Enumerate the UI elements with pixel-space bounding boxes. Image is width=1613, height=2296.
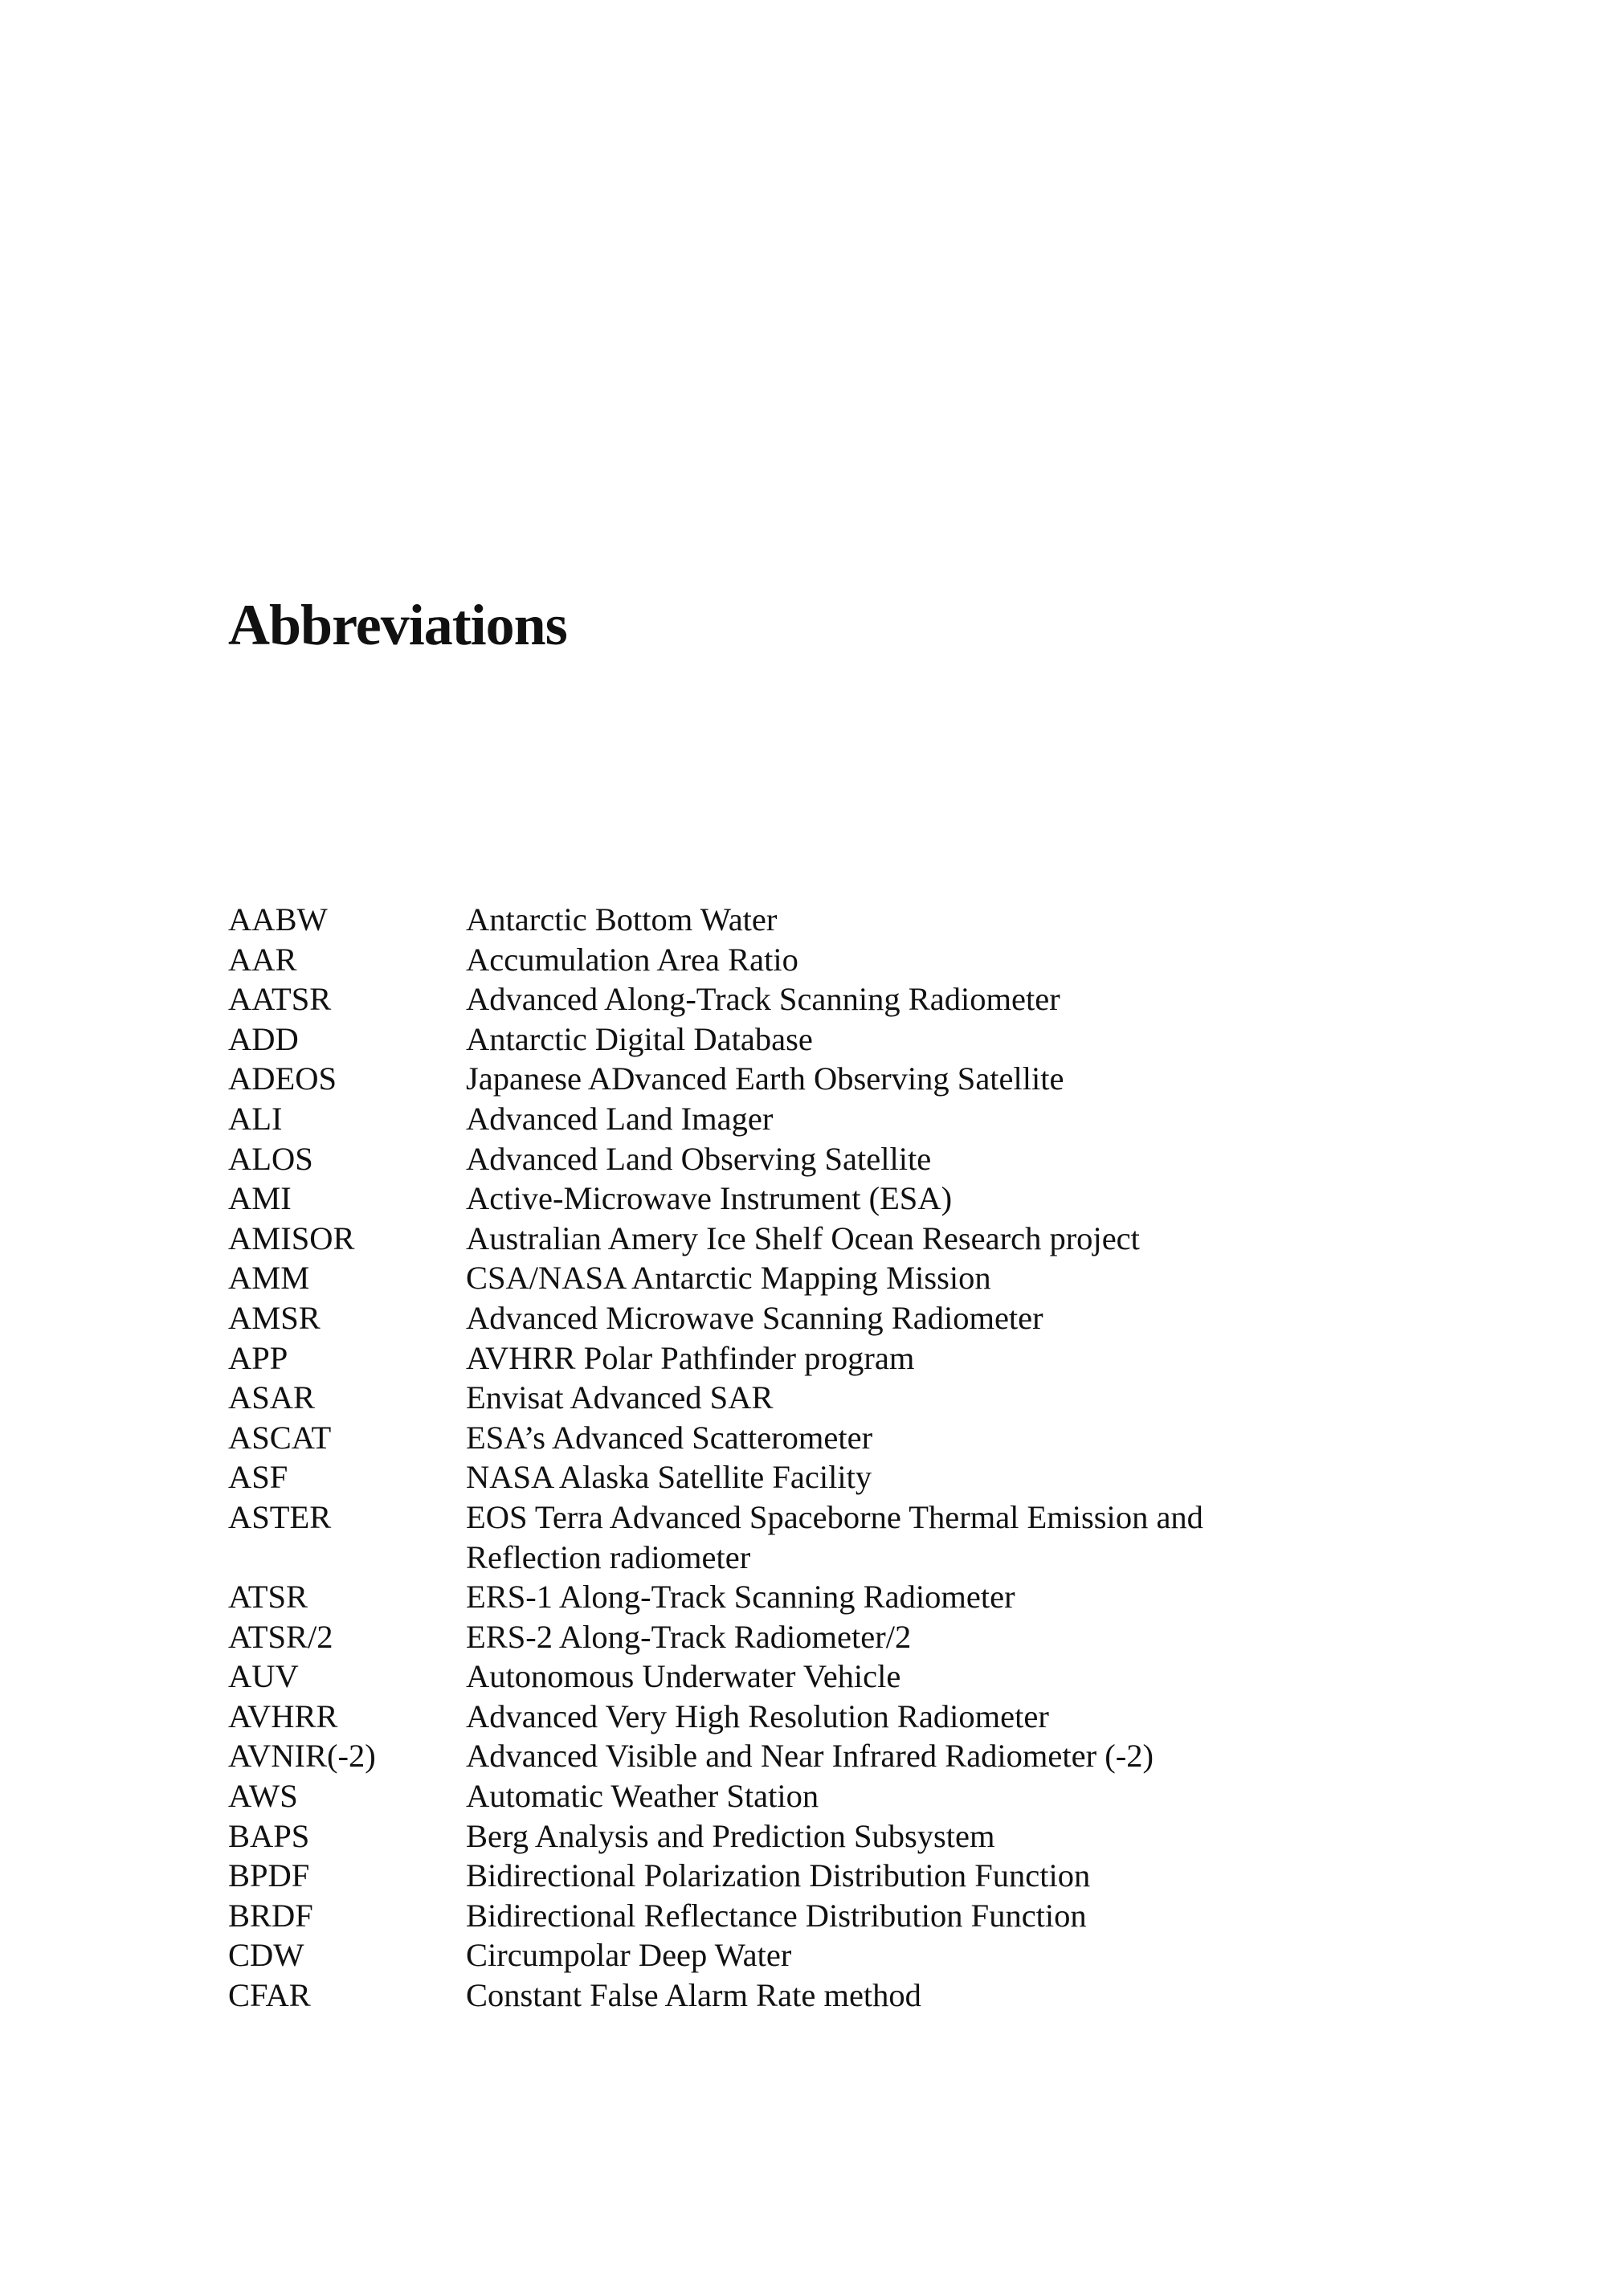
- page-title: Abbreviations: [228, 593, 567, 657]
- abbreviation-entry: [228, 1975, 1401, 2016]
- abbreviation-term: ALI: [228, 1100, 283, 1137]
- abbreviation-definition: [466, 1816, 1401, 1857]
- definition-continuation-line: Reflection radiometer: [466, 1538, 751, 1575]
- abbreviation-term: AMM: [228, 1260, 310, 1297]
- abbreviation-entry: [228, 1697, 1401, 1737]
- definition-line: Advanced Very High Resolution Radiometer: [466, 1697, 1049, 1734]
- definition-line: ERS-2 Along-Track Radiometer/2: [466, 1618, 912, 1655]
- definition-line: EOS Terra Advanced Spaceborne Thermal Emission and: [466, 1498, 1203, 1535]
- definition-line: ERS-1 Along-Track Scanning Radiometer: [466, 1579, 1015, 1616]
- abbreviation-definition: [466, 1975, 1401, 2016]
- abbreviation-term: AVNIR(-2): [228, 1738, 376, 1775]
- abbreviation-definition: [466, 1776, 1401, 1816]
- abbreviation-term: ASCAT: [228, 1419, 332, 1456]
- abbreviation-list: [228, 900, 1401, 2016]
- abbreviation-definition: [466, 1896, 1401, 1936]
- abbreviation-term: AMSR: [228, 1299, 321, 1336]
- abbreviation-definition: [466, 1219, 1401, 1259]
- abbreviation-entry: [228, 900, 1401, 940]
- abbreviation-term: AMI: [228, 1180, 292, 1217]
- abbreviation-term: ALOS: [228, 1140, 313, 1177]
- abbreviation-definition: [466, 1258, 1401, 1298]
- definition-line: Circumpolar Deep Water: [466, 1937, 792, 1974]
- abbreviation-definition: [466, 1378, 1401, 1418]
- abbreviation-entry: [228, 1617, 1401, 1657]
- abbreviation-definition: [466, 1577, 1401, 1617]
- definition-line: NASA Alaska Satellite Facility: [466, 1459, 872, 1496]
- definition-line: Antarctic Digital Database: [466, 1020, 813, 1057]
- abbreviation-term: ADEOS: [228, 1060, 337, 1097]
- abbreviation-term: AUV: [228, 1658, 299, 1695]
- definition-line: Autonomous Underwater Vehicle: [466, 1658, 901, 1695]
- abbreviation-entry: [228, 1219, 1401, 1259]
- abbreviation-definition: [466, 1736, 1401, 1776]
- abbreviation-definition: [466, 1617, 1401, 1657]
- abbreviation-definition: [466, 1697, 1401, 1737]
- abbreviation-term: ASTER: [228, 1498, 332, 1535]
- definition-line: AVHRR Polar Pathfinder program: [466, 1339, 915, 1376]
- definition-line: Advanced Land Imager: [466, 1100, 774, 1137]
- abbreviation-entry: [228, 1657, 1401, 1697]
- abbreviation-term: BAPS: [228, 1817, 310, 1854]
- abbreviation-term: AVHRR: [228, 1697, 338, 1734]
- definition-line: Bidirectional Reflectance Distribution Function: [466, 1897, 1087, 1934]
- definition-line: Advanced Visible and Near Infrared Radiometer (-2): [466, 1738, 1154, 1775]
- abbreviation-definition: [466, 1059, 1401, 1099]
- abbreviation-entry: [228, 979, 1401, 1019]
- abbreviation-term: AAR: [228, 941, 297, 978]
- abbreviation-term: CDW: [228, 1937, 304, 1974]
- abbreviation-definition: [466, 1457, 1401, 1497]
- abbreviation-definition: [466, 900, 1401, 940]
- definition-line: Advanced Microwave Scanning Radiometer: [466, 1299, 1043, 1336]
- definition-line: Australian Amery Ice Shelf Ocean Research project: [466, 1219, 1140, 1256]
- abbreviation-entry: [228, 1497, 1401, 1577]
- abbreviation-definition: [466, 1179, 1401, 1219]
- abbreviation-entry: [228, 1378, 1401, 1418]
- definition-line: Antarctic Bottom Water: [466, 901, 778, 938]
- abbreviation-entry: [228, 1736, 1401, 1776]
- abbreviation-entry: [228, 940, 1401, 980]
- abbreviation-entry: [228, 1577, 1401, 1617]
- definition-line: Envisat Advanced SAR: [466, 1379, 774, 1416]
- definition-line: Active-Microwave Instrument (ESA): [466, 1180, 953, 1217]
- abbreviation-term: ASF: [228, 1459, 288, 1496]
- abbreviation-term: ASAR: [228, 1379, 316, 1416]
- abbreviation-term: AABW: [228, 901, 328, 938]
- definition-line: Automatic Weather Station: [466, 1778, 819, 1815]
- abbreviation-entry: [228, 1019, 1401, 1060]
- definition-line: Constant False Alarm Rate method: [466, 1977, 921, 2014]
- abbreviation-term: ADD: [228, 1020, 299, 1057]
- definition-line: CSA/NASA Antarctic Mapping Mission: [466, 1260, 991, 1297]
- abbreviation-term: BPDF: [228, 1857, 310, 1894]
- abbreviation-entry: [228, 1816, 1401, 1857]
- abbreviation-definition: [466, 1935, 1401, 1975]
- definition-line: Accumulation Area Ratio: [466, 941, 798, 978]
- abbreviation-entry: [228, 1856, 1401, 1896]
- abbreviation-entry: [228, 1418, 1401, 1458]
- abbreviation-definition: [466, 1019, 1401, 1060]
- abbreviation-definition: [466, 1657, 1401, 1697]
- definition-line: Bidirectional Polarization Distribution Function: [466, 1857, 1091, 1894]
- abbreviation-entry: [228, 1139, 1401, 1179]
- abbreviation-entry: [228, 1338, 1401, 1379]
- abbreviation-definition: [466, 1338, 1401, 1379]
- definition-line: ESA’s Advanced Scatterometer: [466, 1419, 873, 1456]
- abbreviation-term: APP: [228, 1339, 288, 1376]
- abbreviation-definition: [466, 1418, 1401, 1458]
- abbreviation-entry: [228, 1935, 1401, 1975]
- abbreviation-definition: [466, 1099, 1401, 1139]
- abbreviation-term: AWS: [228, 1778, 298, 1815]
- abbreviation-term: AATSR: [228, 981, 332, 1018]
- abbreviation-entry: [228, 1258, 1401, 1298]
- abbreviation-entry: [228, 1776, 1401, 1816]
- abbreviation-entry: [228, 1896, 1401, 1936]
- abbreviation-entry: [228, 1179, 1401, 1219]
- definition-line: Advanced Along-Track Scanning Radiometer: [466, 981, 1060, 1018]
- abbreviation-entry: [228, 1457, 1401, 1497]
- abbreviation-term: AMISOR: [228, 1219, 355, 1256]
- abbreviation-definition: [466, 979, 1401, 1019]
- abbreviation-definition: [466, 1139, 1401, 1179]
- abbreviation-definition: [466, 1856, 1401, 1896]
- abbreviation-term: CFAR: [228, 1977, 311, 2014]
- definition-line: Berg Analysis and Prediction Subsystem: [466, 1817, 995, 1854]
- abbreviation-definition: [466, 1298, 1401, 1338]
- abbreviation-entry: [228, 1099, 1401, 1139]
- abbreviation-entry: [228, 1298, 1401, 1338]
- abbreviation-term: ATSR: [228, 1579, 308, 1616]
- abbreviation-definition: [466, 940, 1401, 980]
- abbreviation-definition: [466, 1497, 1401, 1577]
- abbreviation-term: ATSR/2: [228, 1618, 333, 1655]
- definition-line: Japanese ADvanced Earth Observing Satellite: [466, 1060, 1064, 1097]
- abbreviation-term: BRDF: [228, 1897, 313, 1934]
- abbreviation-entry: [228, 1059, 1401, 1099]
- definition-line: Advanced Land Observing Satellite: [466, 1140, 932, 1177]
